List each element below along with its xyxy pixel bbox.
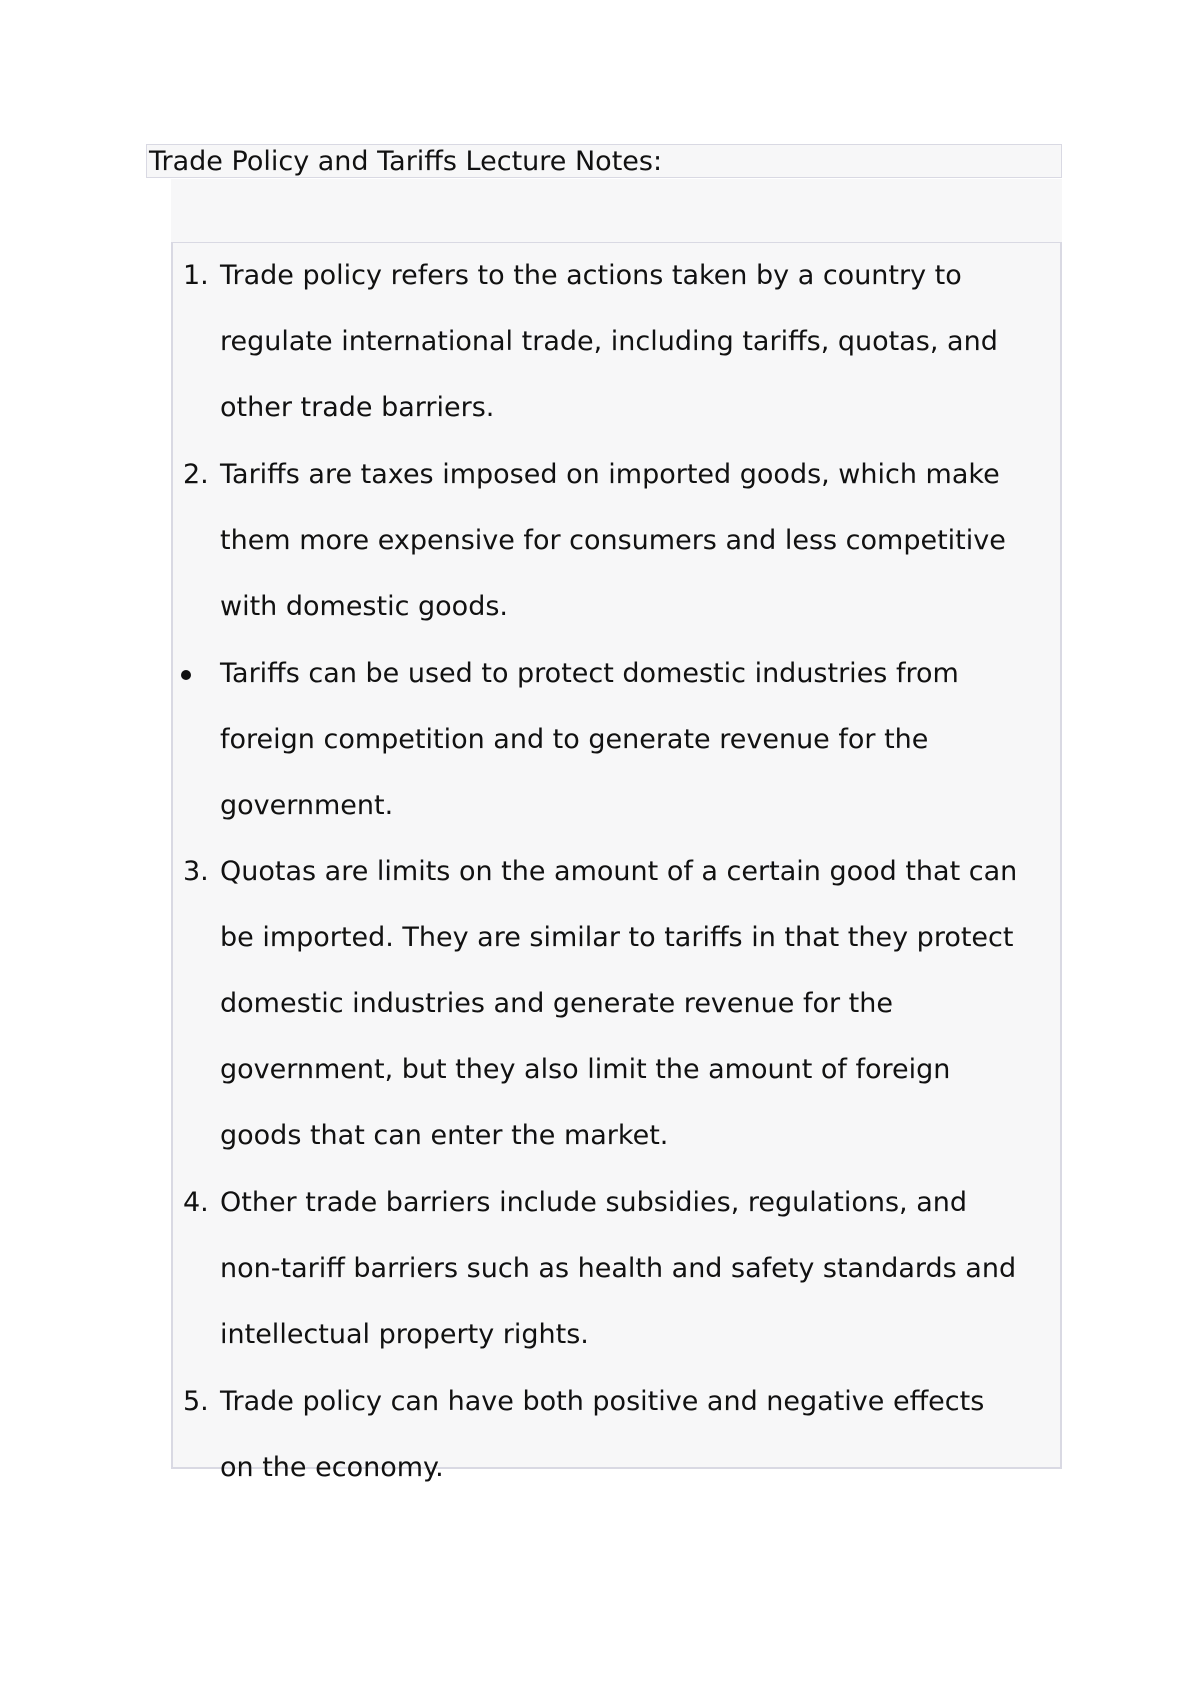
list-item-text: domestic industries and generate revenue for the <box>220 988 893 1019</box>
list-number: 4. <box>183 1187 209 1218</box>
list-item-text: other trade barriers. <box>220 392 495 423</box>
list-item-text: with domestic goods. <box>220 591 508 622</box>
list-item-text: Tariffs can be used to protect domestic industries from <box>220 658 959 689</box>
list-item-text: goods that can enter the market. <box>220 1120 669 1151</box>
list-item-text: them more expensive for consumers and less competitive <box>220 525 1006 556</box>
empty-block <box>171 179 1062 243</box>
list-item-text: foreign competition and to generate revenue for the <box>220 724 929 755</box>
list-number: 3. <box>183 856 209 887</box>
list-number: 5. <box>183 1386 209 1417</box>
list-item-text: government, but they also limit the amount of foreign <box>220 1054 951 1085</box>
list-item-text: regulate international trade, including tariffs, quotas, and <box>220 326 998 357</box>
list-number: 1. <box>183 260 209 291</box>
list-item-text: Quotas are limits on the amount of a certain good that can <box>220 856 1018 887</box>
bullet-icon <box>181 670 191 680</box>
list-item-text: government. <box>220 790 394 821</box>
list-item-text: Tariffs are taxes imposed on imported goods, which make <box>220 459 1000 490</box>
list-item-text: Trade policy refers to the actions taken by a country to <box>220 260 962 291</box>
list-item-text: Trade policy can have both positive and negative effects <box>220 1386 985 1417</box>
list-item-text: Other trade barriers include subsidies, regulations, and <box>220 1187 968 1218</box>
list-item-text: on the economy. <box>220 1452 444 1483</box>
notes-list <box>171 243 1062 1483</box>
list-item-text: intellectual property rights. <box>220 1319 589 1350</box>
list-item-text: be imported. They are similar to tariffs in that they protect <box>220 922 1014 953</box>
list-item-text: non-tariff barriers such as health and safety standards and <box>220 1253 1017 1284</box>
list-number: 2. <box>183 459 209 490</box>
document-title: Trade Policy and Tariffs Lecture Notes: <box>146 144 1062 178</box>
